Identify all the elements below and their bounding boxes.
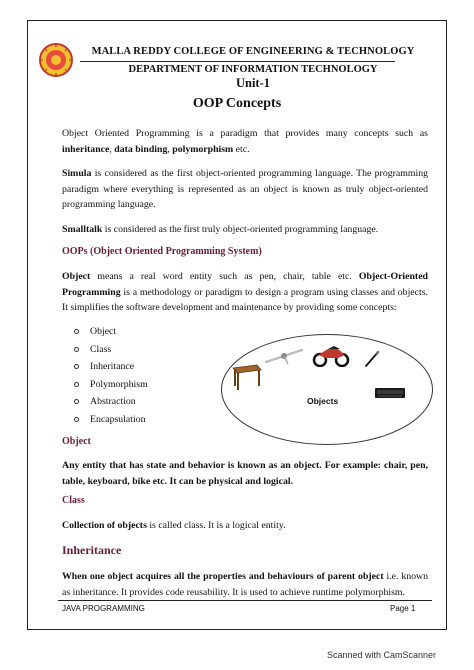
oops-heading: OOPs (Object Oriented Programming System) (62, 246, 262, 257)
department-name: DEPARTMENT OF INFORMATION TECHNOLOGY (128, 64, 378, 75)
object-definition-paragraph: Object means a real word entity such as pen, chair, table etc. Object-Oriented Programming is a methodology or paradigm to design a program using classes and objects. It simplifies the software development and maintenance by providing some concepts: (62, 271, 428, 313)
list-item: Inheritance (62, 358, 148, 376)
simula-paragraph: Simula is considered as the first object-oriented programming language. The programming paradigm where everything is represented as an object is known as truly object-oriented programming language. (62, 168, 428, 210)
page-title: OOP Concepts (192, 96, 282, 111)
bullet-icon (74, 347, 79, 352)
footer-rule (58, 600, 432, 601)
fan-icon (262, 346, 306, 366)
bullet-icon (74, 329, 79, 334)
bullet-icon (74, 417, 79, 422)
header-rule (80, 61, 395, 62)
object-heading: Object (62, 436, 91, 447)
bullet-icon (74, 364, 79, 369)
laptop-icon (374, 386, 406, 400)
inheritance-paragraph: When one object acquires all the properties and behaviours of parent object i.e. known as inheritance. It provides code reusability. It is used to achieve runtime polymorphism. (62, 571, 428, 598)
objects-label: Objects (307, 396, 339, 406)
list-item: Object (62, 323, 148, 341)
intro-paragraph: Object Oriented Programming is a paradigm that provides many concepts such as inheritance, data binding, polymorphism etc. (62, 128, 428, 155)
college-name: MALLA REDDY COLLEGE OF ENGINEERING & TECHNOLOGY (91, 46, 415, 57)
bullet-icon (74, 382, 79, 387)
list-item: Polymorphism (62, 376, 148, 394)
smalltalk-paragraph: Smalltalk is considered as the first truly object-oriented programming language. (62, 224, 379, 235)
object-paragraph: Any entity that has state and behavior is known as an object. For example: chair, pen, table, keyboard, bike etc. It can be physical and logical. (62, 460, 428, 487)
list-item: Class (62, 341, 148, 359)
footer-course: JAVA PROGRAMMING (62, 604, 145, 613)
college-logo-icon (38, 42, 74, 78)
concept-list (62, 323, 148, 428)
class-heading: Class (62, 495, 85, 506)
pen-icon (363, 350, 381, 368)
motorbike-icon (312, 343, 350, 367)
inheritance-heading: Inheritance (62, 543, 122, 557)
list-item: Encapsulation (62, 411, 148, 429)
footer-page-number: Page 1 (390, 604, 416, 613)
bullet-icon (74, 399, 79, 404)
unit-label: Unit-1 (235, 76, 271, 90)
table-icon (231, 362, 263, 392)
scanner-watermark: Scanned with CamScanner (327, 650, 437, 660)
list-item: Abstraction (62, 393, 148, 411)
class-paragraph: Collection of objects is called class. It is a logical entity. (62, 520, 286, 531)
